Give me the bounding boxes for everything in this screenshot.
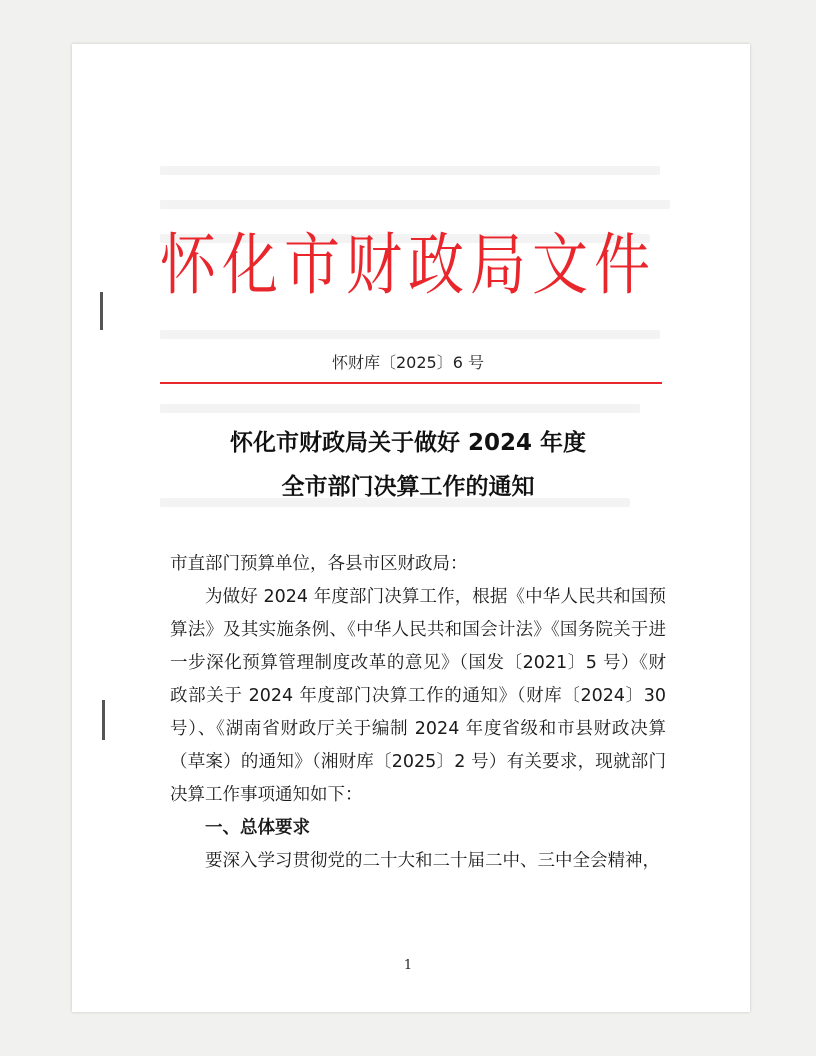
- document-header: 怀化市财政局文件: [160, 226, 656, 305]
- paragraph-requirements: 要深入学习贯彻党的二十大和二十届二中、三中全会精神，: [205, 851, 660, 871]
- document-body: [170, 548, 666, 878]
- red-separator-line: [160, 382, 662, 384]
- binding-mark: [102, 700, 105, 740]
- notice-title-line2: 全市部门决算工作的通知: [281, 474, 535, 500]
- section-heading: 一、总体要求: [205, 818, 310, 838]
- notice-title-line1: 怀化市财政局关于做好 2024 年度: [229, 430, 587, 456]
- bleed-through-mark: [160, 404, 640, 413]
- paragraph-intro: 为做好 2024 年度部门决算工作，根据《中华人民共和国预算法》及其实施条例、《中华人民共和国会计法》《国务院关于进一步深化预算管理制度改革的意见》（国发〔2021〕5 号）《财政部关于 2024 年度部门决算工作的通知》（财库〔2024〕30 号）、《湖南省财政厅关于编制 2024 年度省级和市县财政决算（草案）的通知》（湘财库〔2025〕2 号）有关要求，现就部门决算工作事项通知如下：: [170, 587, 666, 805]
- salutation: 市直部门预算单位，各县市区财政局：: [170, 554, 468, 574]
- document-number: 怀财库〔2025〕6 号: [332, 353, 484, 372]
- bleed-through-mark: [160, 200, 670, 209]
- page-number: 1: [403, 958, 413, 973]
- bleed-through-mark: [160, 166, 660, 175]
- bleed-through-mark: [160, 330, 660, 339]
